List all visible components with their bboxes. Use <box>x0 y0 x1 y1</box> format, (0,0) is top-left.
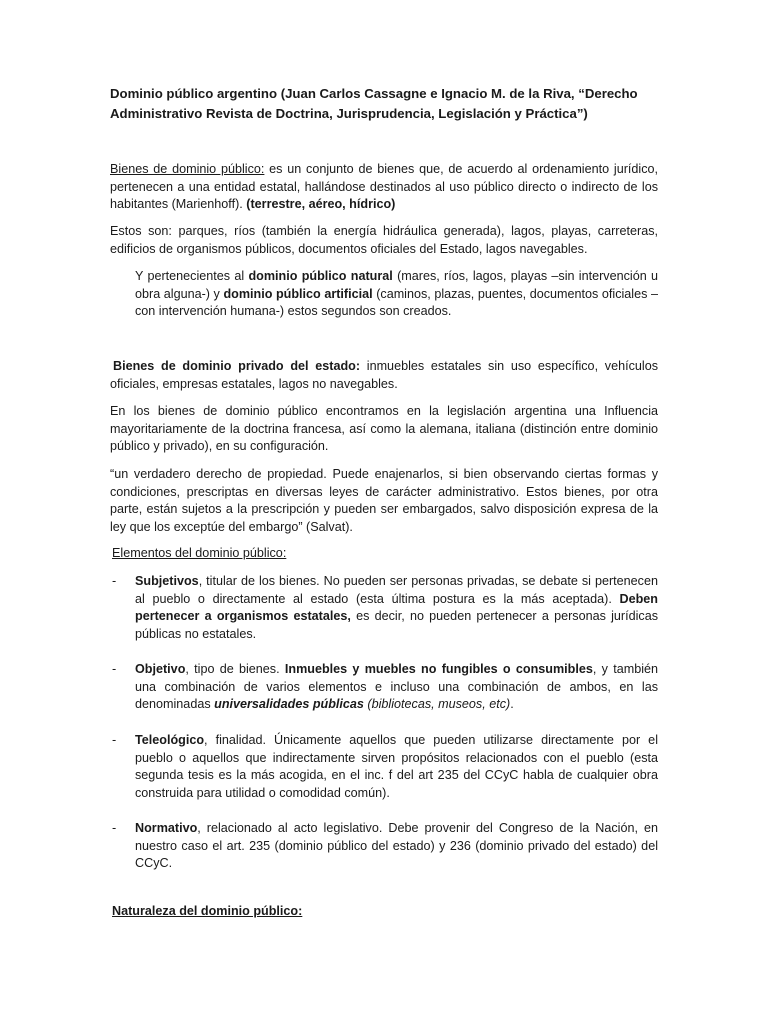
paragraph-bienes-dominio-publico <box>110 161 658 214</box>
paragraph-text: inmuebles estatales sin uso específico, vehículos oficiales, empresas estatales, lagos no navegables. <box>110 359 658 391</box>
bullet-marker: - <box>112 821 117 835</box>
elements-heading: Elementos del dominio público: <box>112 546 287 560</box>
italic-text: (bibliotecas, museos, etc) <box>363 697 511 712</box>
paragraph-natural-artificial <box>135 268 658 321</box>
bold-text: Deben pertenecer a organismos estatales, <box>135 591 658 624</box>
paragraph-salvat-quote: “un verdadero derecho de propiedad. Puede enajenarlos, si bien observando ciertas formas y condiciones, prescriptas en diversas leyes de carácter administrativo. Estos bienes, por otra parte, están sujetos a la prescripción y pueden ser embargados, salvo disposición expresa de la ley que los exceptúe del embargo” (Salvat). <box>110 467 658 534</box>
paragraph-text: , titular de los bienes. No pueden ser personas privadas, se debate si pertenecen al pueblo o directamente al estado (esta última postura es la más aceptada). <box>135 574 658 606</box>
paragraph-dominio-privado <box>110 358 658 393</box>
bullet-marker: - <box>112 733 117 747</box>
bold-text: Inmuebles y muebles no fungibles o consumibles <box>284 662 593 676</box>
element-subjetivos <box>135 573 658 643</box>
bold-text: Teleológico <box>135 733 205 747</box>
bold-text: dominio público natural <box>248 269 393 283</box>
paragraph-text: es un conjunto de bienes que, de acuerdo al ordenamiento jurídico, pertenecen a una entidad estatal, hallándose destinados al uso público directo o indirecto de los habitantes (Marienhoff). <box>110 162 658 212</box>
paragraph-text: Y pertenecientes al <box>135 269 249 283</box>
paragraph-text: (mares, ríos, lagos, playas –sin intervención u obra alguna-) y <box>135 269 658 301</box>
bold-text: Normativo <box>135 821 198 835</box>
bold-text: Objetivo <box>135 662 186 676</box>
bold-text: dominio público artificial <box>223 286 373 301</box>
paragraph-text: , relacionado al acto legislativo. Debe provenir del Congreso de la Nación, en nuestro caso el art. 235 (dominio público del estado) y 236 (dominio privado del estado) del CCyC. <box>135 821 658 871</box>
element-objetivo <box>135 661 658 714</box>
paragraph-examples: Estos son: parques, ríos (también la energía hidráulica generada), lagos, playas, carreteras, edificios de organismos públicos, documentos oficiales del Estado, lagos navegables. <box>110 224 658 256</box>
bold-text: (terrestre, aéreo, hídrico) <box>246 197 396 212</box>
element-normativo <box>135 820 658 873</box>
bold-italic-text: universalidades públicas <box>214 697 364 712</box>
element-teleologico <box>135 732 658 802</box>
term-bienes-dominio-publico: Bienes de dominio público: <box>110 162 265 176</box>
paragraph-text: . <box>510 697 514 712</box>
bold-text: Subjetivos <box>135 574 199 588</box>
bullet-marker: - <box>112 662 117 676</box>
paragraph-text: , y también una combinación de varios elementos e incluso una combinación de ambos, en las denominadas <box>135 662 658 712</box>
nature-heading: Naturaleza del dominio público: <box>112 904 303 918</box>
paragraph-text: (caminos, plazas, puentes, documentos oficiales –con intervención humana-) estos segundos son creados. <box>135 286 658 319</box>
document-title: Dominio público argentino (Juan Carlos Cassagne e Ignacio M. de la Riva, “Derecho Administrativo Revista de Doctrina, Jurisprudencia, Legislación y Práctica”) <box>110 86 638 121</box>
paragraph-influencia: En los bienes de dominio público encontramos en la legislación argentina una Influencia mayoritariamente de la doctrina francesa, así como la alemana, italiana (distinción entre dominio público y privado), en su configuración. <box>110 404 658 454</box>
paragraph-text: es decir, no pueden pertenecer a personas jurídicas públicas no estatales. <box>135 609 658 641</box>
paragraph-text: , tipo de bienes. <box>185 662 285 676</box>
paragraph-text: , finalidad. Únicamente aquellos que pueden utilizarse directamente por el pueblo o aquellos que indirectamente sirven propósitos relacionados con el pueblo (esta segunda tesis es la más acogida, en el inc. f del art 235 del CCyC habla de cualquier obra construida para utilidad o comodidad común). <box>135 733 658 800</box>
bullet-marker: - <box>112 574 117 588</box>
bold-text: Bienes de dominio privado del estado: <box>113 359 361 373</box>
